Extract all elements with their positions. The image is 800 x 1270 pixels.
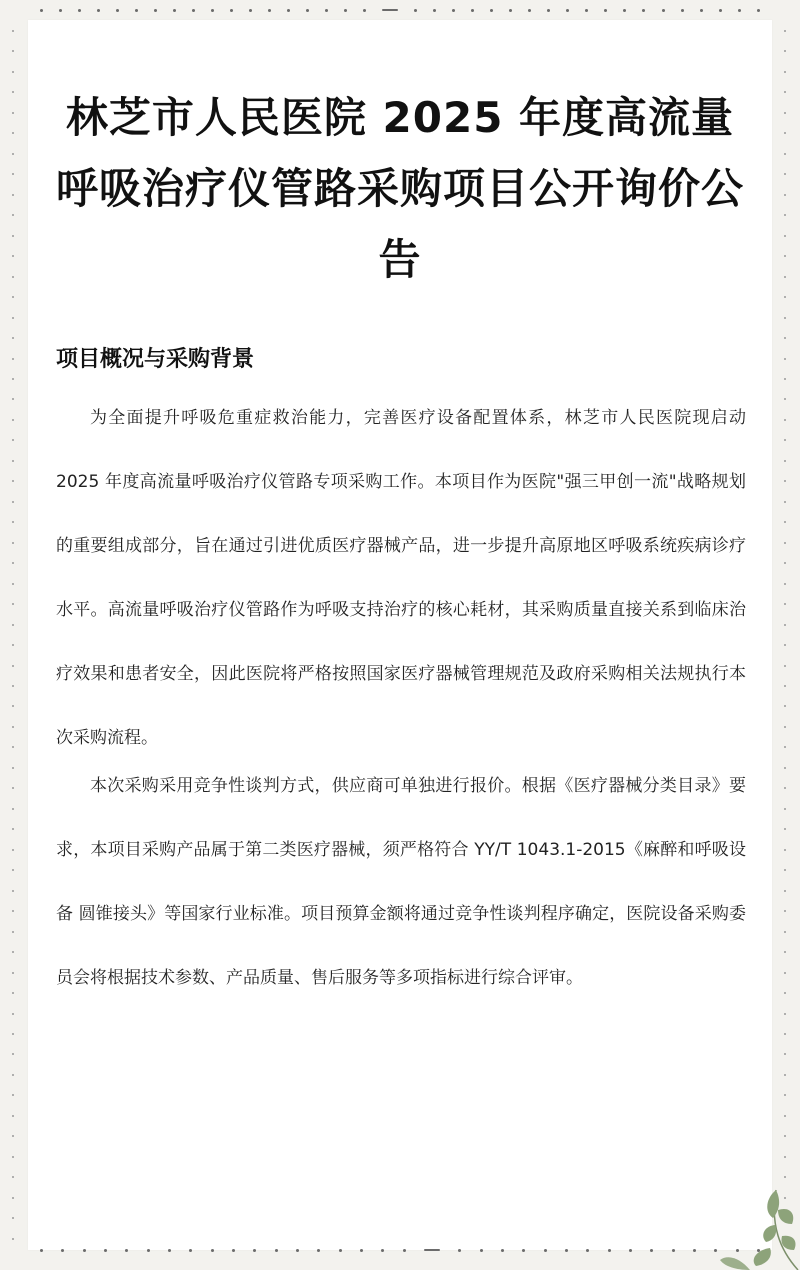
right-dotted-border [784,30,788,1240]
paragraph-2: 本次采购采用竞争性谈判方式，供应商可单独进行报价。根据《医疗器械分类目录》要求，本项目采购产品属于第二类医疗器械，须严格符合 YY/T 1043.1-2015《麻醉和呼吸设备 圆锥接头》等国家行业标准。项目预算金额将通过竞争性谈判程序确定，医院设备采购委员会将根据技术参数、产品质量、售后服务等多项指标进行综合评审。 [56,776,746,988]
top-dotted-border [40,7,760,13]
paragraph-1: 为全面提升呼吸危重症救治能力，完善医疗设备配置体系，林芝市人民医院现启动 2025 年度高流量呼吸治疗仪管路专项采购工作。本项目作为医院"强三甲创一流"战略规划的重要组成部分，旨在通过引进优质医疗器械产品，进一步提升高原地区呼吸系统疾病诊疗水平。高流量呼吸治疗仪管路作为呼吸支持治疗的核心耗材，其采购质量直接关系到临床治疗效果和患者安全，因此医院将严格按照国家医疗器械管理规范及政府采购相关法规执行本次采购流程。 [56,408,746,748]
bottom-dotted-border [40,1247,760,1253]
document-title: 林芝市人民医院 2025 年度高流量呼吸治疗仪管路采购项目公开询价公告 [55,93,744,284]
left-dotted-border [12,30,16,1240]
leaf-decoration-icon [680,1170,800,1270]
section-heading: 项目概况与采购背景 [56,347,255,372]
